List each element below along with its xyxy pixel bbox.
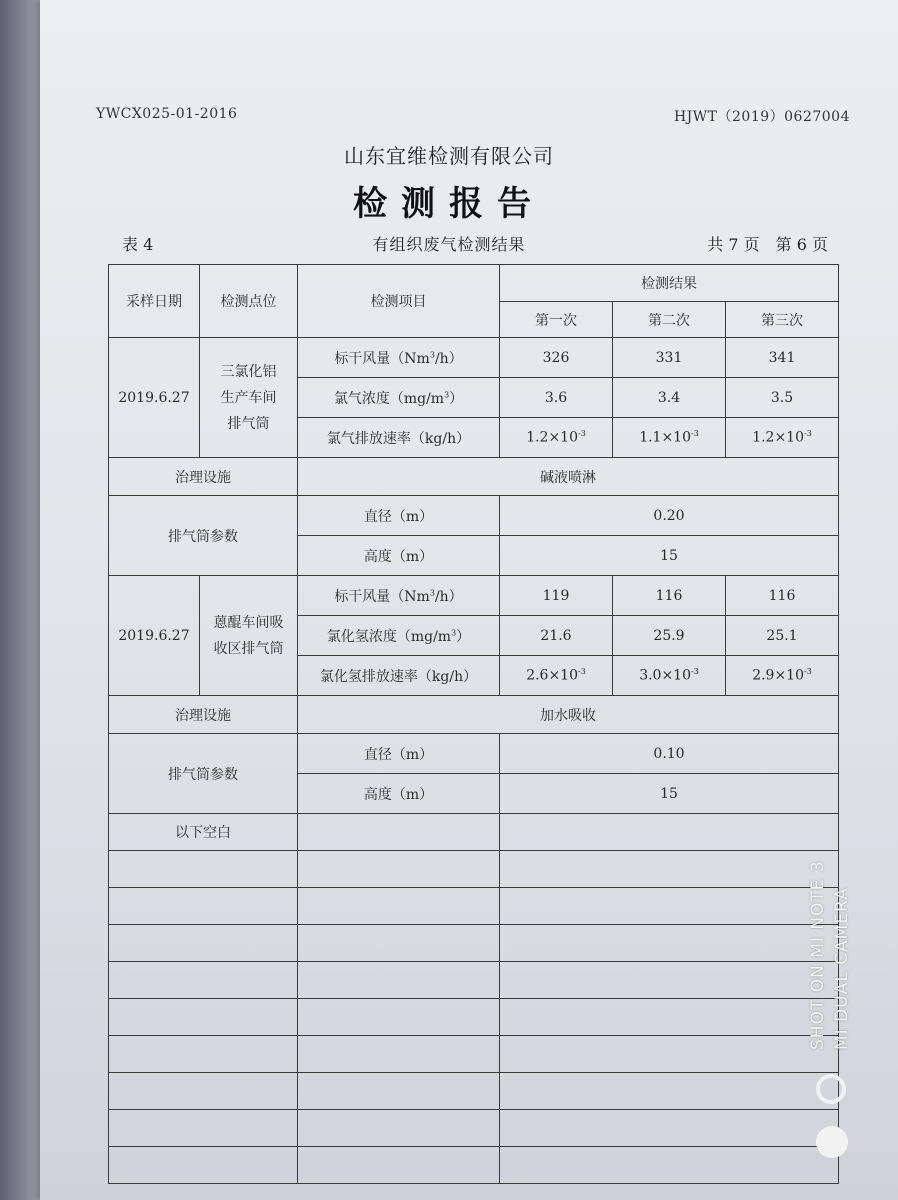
- table-row: [109, 576, 839, 616]
- table-row: [109, 999, 839, 1036]
- report-number: HJWT（2019）0627004: [673, 109, 850, 125]
- value-cell: 326: [500, 338, 613, 378]
- stack-params-label: 排气筒参数: [109, 496, 298, 576]
- treatment-value: 加水吸收: [298, 696, 839, 734]
- col-item: 检测项目: [298, 265, 500, 338]
- watermark-ring-icon: [816, 1074, 846, 1104]
- table-row: [109, 1073, 839, 1110]
- watermark-line1: SHOT ON MI NOTE 3: [808, 860, 828, 1050]
- height-label: 高度（m）: [298, 774, 500, 814]
- item-cell: 标干风量（Nm$^3$/h）: [298, 576, 500, 616]
- height-value: 15: [500, 536, 839, 576]
- col-sampling-date: 采样日期: [109, 265, 200, 338]
- value-cell: $2.9\times 10^{-3}$: [726, 656, 839, 696]
- item-cell: 氯化氢浓度$(mg/m^3)$: [298, 616, 500, 656]
- point-line: 收区排气筒: [213, 640, 284, 657]
- diameter-value: 0.10: [500, 734, 839, 774]
- diameter-value: 0.20: [500, 496, 839, 536]
- diameter-label: 直径（m）: [298, 496, 500, 536]
- value-cell: 3.4: [613, 378, 726, 418]
- table-row: [109, 1147, 839, 1184]
- sampling-date: 2019.6.27: [109, 576, 200, 696]
- value-cell: 21.6: [500, 616, 613, 656]
- value-cell: $1.1\times 10^{-3}$: [613, 418, 726, 458]
- camera-watermark: [806, 860, 854, 1050]
- value-cell: 25.9: [613, 616, 726, 656]
- height-value: 15: [500, 774, 839, 814]
- report-title: 检测报告: [353, 184, 545, 224]
- point-line: 排气筒: [227, 415, 270, 432]
- table-row: [109, 458, 839, 496]
- table-row: [109, 696, 839, 734]
- point-line: 生产车间: [220, 389, 277, 406]
- table-row: [109, 496, 839, 536]
- stack-params-label: 排气筒参数: [109, 734, 298, 814]
- point-line: 蒽醌车间吸: [213, 614, 284, 631]
- treatment-label: 治理设施: [109, 696, 298, 734]
- results-table: [108, 264, 839, 1184]
- item-cell: 氯气浓度$(mg/m^3)$: [298, 378, 500, 418]
- table-row: [109, 925, 839, 962]
- table-row: [109, 1110, 839, 1147]
- value-cell: 116: [726, 576, 839, 616]
- sampling-point: [200, 576, 298, 696]
- col-run1: 第一次: [500, 302, 613, 338]
- col-results: 检测结果: [500, 265, 839, 302]
- col-run3: 第三次: [726, 302, 839, 338]
- diameter-label: 直径（m）: [298, 734, 500, 774]
- item-cell: 标干风量（Nm$^3$/h）: [298, 338, 500, 378]
- document-code: YWCX025-01-2016: [96, 106, 238, 122]
- value-cell: $1.2\times 10^{-3}$: [500, 418, 613, 458]
- table-row: [109, 851, 839, 888]
- value-cell: $1.2\times 10^{-3}$: [726, 418, 839, 458]
- item-cell: 氯化氢排放速率（kg/h）: [298, 656, 500, 696]
- value-cell: 331: [613, 338, 726, 378]
- table-number: 表 4: [122, 235, 154, 254]
- table-row: [109, 962, 839, 999]
- empty-cell: [500, 814, 839, 851]
- col-run2: 第二次: [613, 302, 726, 338]
- empty-cell: [298, 814, 500, 851]
- height-label: 高度（m）: [298, 536, 500, 576]
- page-info: 共 7 页 第 6 页: [707, 235, 828, 254]
- value-cell: 3.5: [726, 378, 839, 418]
- item-cell: 氯气排放速率（kg/h）: [298, 418, 500, 458]
- sampling-point: [200, 338, 298, 458]
- sampling-date: 2019.6.27: [109, 338, 200, 458]
- treatment-value: 碱液喷淋: [298, 458, 839, 496]
- col-point: 检测点位: [200, 265, 298, 338]
- value-cell: 341: [726, 338, 839, 378]
- watermark-line2: MI DUAL CAMERA: [832, 887, 852, 1050]
- value-cell: 119: [500, 576, 613, 616]
- blank-marker: 以下空白: [109, 814, 298, 851]
- value-cell: 3.6: [500, 378, 613, 418]
- table-row: [109, 814, 839, 851]
- value-cell: 116: [613, 576, 726, 616]
- company-name: 山东宜维检测有限公司: [344, 144, 554, 168]
- header-row: [109, 265, 839, 302]
- table-row: [109, 734, 839, 774]
- treatment-label: 治理设施: [109, 458, 298, 496]
- table-title: 有组织废气检测结果: [372, 235, 526, 254]
- value-cell: $2.6\times 10^{-3}$: [500, 656, 613, 696]
- point-line: 三氯化铝: [220, 363, 277, 380]
- watermark-dot-icon: [816, 1126, 848, 1158]
- table-row: [109, 1036, 839, 1073]
- table-row: [109, 888, 839, 925]
- value-cell: $3.0\times 10^{-3}$: [613, 656, 726, 696]
- value-cell: 25.1: [726, 616, 839, 656]
- table-row: [109, 338, 839, 378]
